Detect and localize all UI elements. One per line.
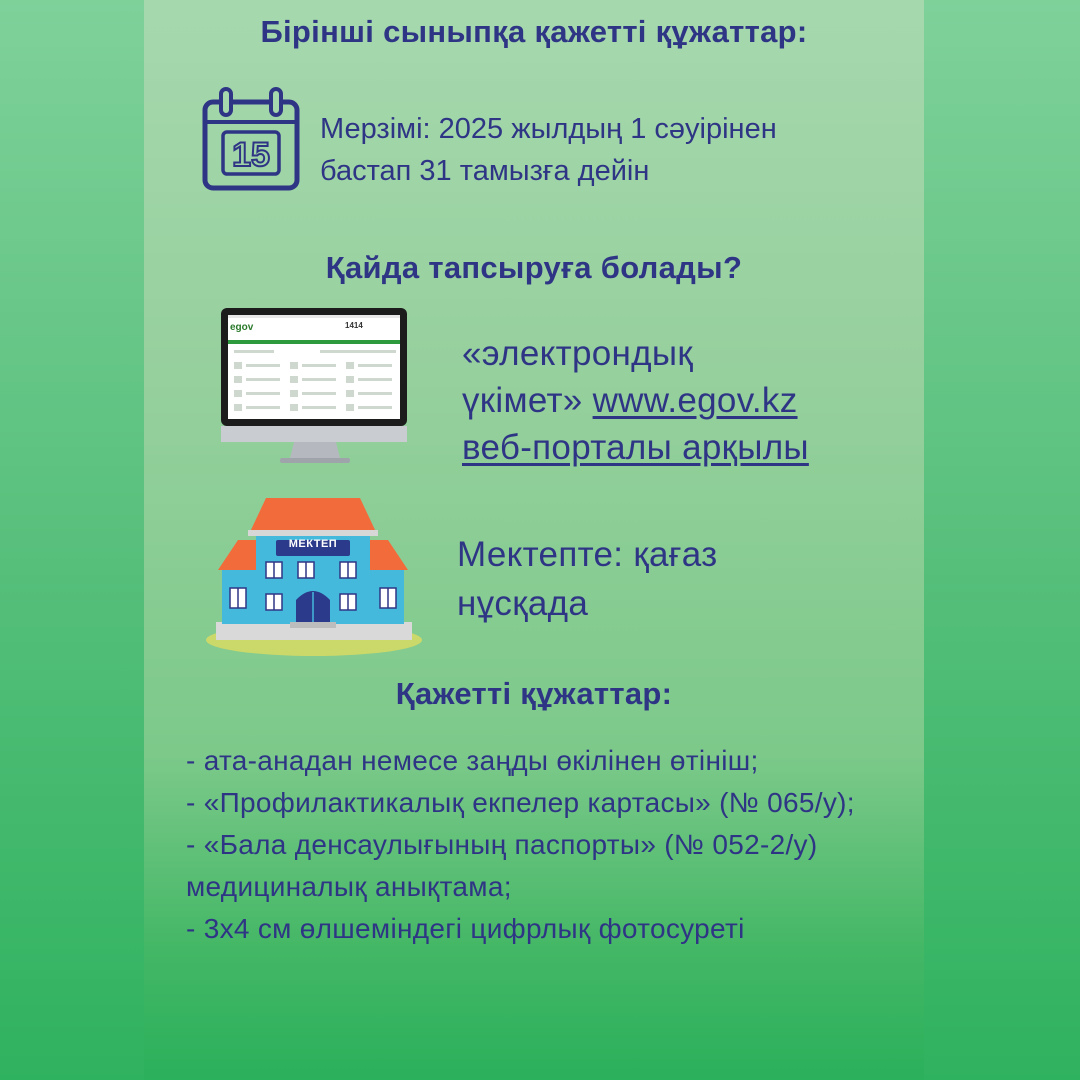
online-line-3: веб-порталы арқылы bbox=[462, 428, 809, 467]
school-option-text bbox=[457, 530, 897, 628]
documents-title: Қажетті құжаттар: bbox=[395, 676, 673, 711]
egov-link[interactable]: www.egov.kz bbox=[592, 381, 798, 420]
deadline-line-1: Мерзімі: 2025 жылдың 1 сәуірінен bbox=[320, 113, 777, 145]
calendar-day: 15 bbox=[232, 136, 270, 174]
school-building-icon bbox=[204, 494, 422, 658]
online-option-text bbox=[462, 330, 902, 471]
online-line-2 bbox=[462, 377, 902, 424]
where-title: Қайда тапсыруға болады? bbox=[325, 250, 743, 285]
document-item: - 3х4 см өлшеміндегі цифрлық фотосуреті bbox=[186, 913, 745, 944]
online-line-2-prefix: үкімет» bbox=[462, 381, 593, 420]
documents-list bbox=[186, 740, 886, 950]
deadline-text bbox=[320, 108, 900, 192]
school-line-2: нұсқада bbox=[457, 584, 589, 623]
online-line-1: «электрондық bbox=[462, 334, 693, 373]
document-item: - «Бала денсаулығының паспорты» (№ 052-2/у) медициналық анықтама; bbox=[186, 829, 818, 902]
egov-logo: egov bbox=[230, 322, 254, 333]
school-line-1: Мектепте: қағаз bbox=[457, 535, 718, 574]
document-item: - ата-анадан немесе заңды өкілінен өтініш; bbox=[186, 745, 759, 776]
document-item: - «Профилактикалық екпелер картасы» (№ 065/у); bbox=[186, 787, 855, 818]
hotline-number: 1414 bbox=[345, 321, 363, 330]
info-panel bbox=[144, 0, 924, 1080]
calendar-icon bbox=[201, 86, 301, 192]
computer-monitor-icon bbox=[220, 306, 410, 466]
deadline-line-2: бастап 31 тамызға дейін bbox=[320, 155, 650, 187]
page-title: Бірінші сыныпқа қажетті құжаттар: bbox=[260, 14, 808, 49]
school-sign: МЕКТЕП bbox=[288, 538, 338, 550]
